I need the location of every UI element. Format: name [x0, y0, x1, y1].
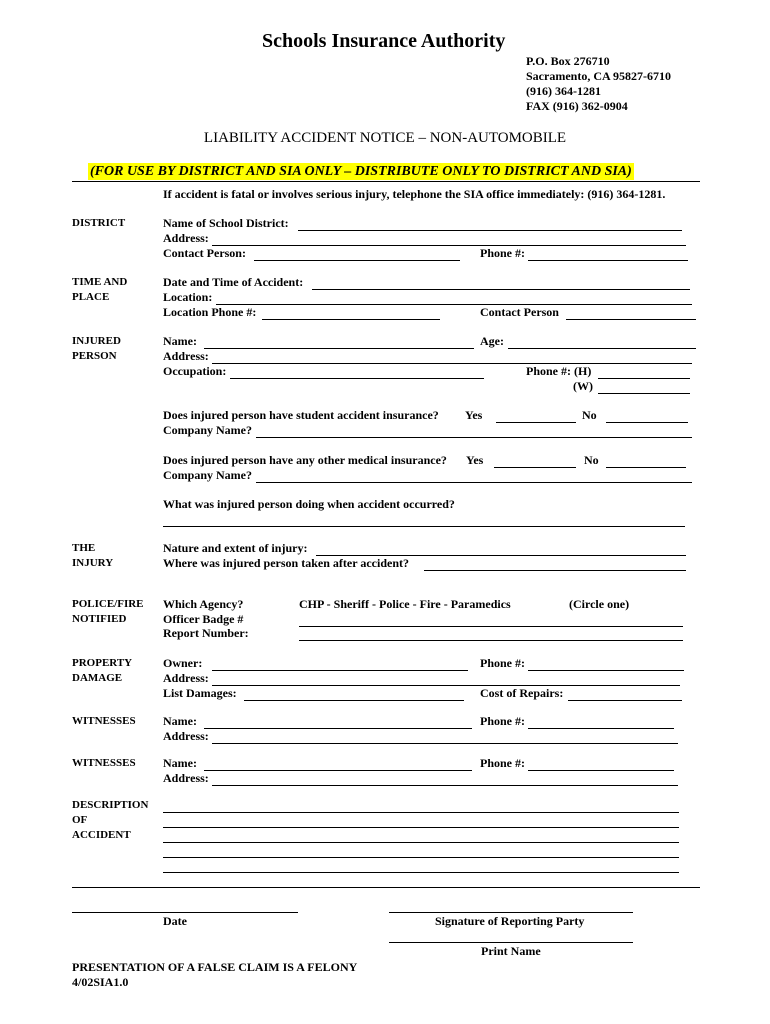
injured-phone-home-field[interactable]: [598, 364, 690, 379]
owner-phone-label: Phone #:: [480, 656, 525, 670]
section-label-time: TIME AND: [72, 276, 128, 288]
list-damages-label: List Damages:: [163, 686, 237, 700]
student-insurance-yes-label: Yes: [465, 408, 483, 422]
other-insurance-question: Does injured person have any other medical insurance?: [163, 453, 447, 467]
agency-label: Which Agency?: [163, 597, 244, 611]
section-label-the: THE: [72, 542, 96, 554]
footer-rule: [72, 887, 700, 888]
section-label-injured: INJURED: [72, 335, 121, 347]
school-district-field[interactable]: [298, 216, 682, 231]
address-line: P.O. Box 276710: [526, 54, 610, 68]
print-name-label: Print Name: [481, 944, 541, 958]
location-field[interactable]: [216, 290, 692, 305]
address-line: (916) 364-1281: [526, 84, 601, 98]
student-insurance-question: Does injured person have student accident insurance?: [163, 408, 439, 422]
injured-address-label: Address:: [163, 349, 209, 363]
injury-nature-field[interactable]: [316, 541, 686, 556]
section-label-description: DESCRIPTION: [72, 799, 149, 811]
other-insurance-yes-field[interactable]: [494, 453, 576, 468]
list-damages-field[interactable]: [244, 686, 464, 701]
report-number-label: Report Number:: [163, 626, 249, 640]
section-label-accident: ACCIDENT: [72, 829, 131, 841]
form-code: 4/02SIA1.0: [72, 975, 129, 989]
other-insurance-no-field[interactable]: [606, 453, 686, 468]
activity-question: What was injured person doing when accident occurred?: [163, 497, 455, 511]
owner-phone-field[interactable]: [528, 656, 684, 671]
witness-2-address-label: Address:: [163, 771, 209, 785]
section-label-place: PLACE: [72, 291, 110, 303]
section-label-injury: INJURY: [72, 557, 114, 569]
location-contact-label: Contact Person: [480, 305, 559, 319]
district-phone-field[interactable]: [528, 246, 688, 261]
student-insurance-no-field[interactable]: [606, 408, 688, 423]
signature-label: Signature of Reporting Party: [435, 914, 585, 928]
officer-badge-label: Officer Badge #: [163, 612, 244, 626]
other-insurance-no-label: No: [584, 453, 599, 467]
property-address-field[interactable]: [212, 671, 680, 686]
accident-datetime-label: Date and Time of Accident:: [163, 275, 304, 289]
org-title: Schools Insurance Authority: [262, 30, 506, 52]
injured-name-field[interactable]: [204, 334, 474, 349]
other-company-label: Company Name?: [163, 468, 252, 482]
witness-1-phone-field[interactable]: [528, 714, 674, 729]
agency-options[interactable]: CHP - Sheriff - Police - Fire - Paramedics: [299, 597, 511, 611]
repair-cost-field[interactable]: [568, 686, 682, 701]
accident-datetime-field[interactable]: [312, 275, 690, 290]
form-title: LIABILITY ACCIDENT NOTICE – NON-AUTOMOBILE: [203, 130, 567, 146]
student-insurance-yes-field[interactable]: [496, 408, 576, 423]
district-contact-field[interactable]: [254, 246, 460, 261]
section-label-police-fire: POLICE/FIRE: [72, 598, 144, 610]
district-address-label: Address:: [163, 231, 209, 245]
other-insurance-yes-label: Yes: [466, 453, 484, 467]
description-line[interactable]: [163, 843, 679, 858]
section-label-damage: DAMAGE: [72, 672, 123, 684]
witness-1-phone-label: Phone #:: [480, 714, 525, 728]
district-address-field[interactable]: [212, 231, 686, 246]
injured-occupation-label: Occupation:: [163, 364, 227, 378]
distribution-banner: (FOR USE BY DISTRICT AND SIA ONLY – DISTRIBUTE ONLY TO DISTRICT AND SIA): [90, 164, 632, 179]
date-label: Date: [163, 914, 187, 928]
taken-where-field[interactable]: [424, 556, 686, 571]
circle-one-note: (Circle one): [569, 597, 630, 611]
repair-cost-label: Cost of Repairs:: [480, 686, 564, 700]
injured-phone-work-label: (W): [573, 379, 593, 393]
location-label: Location:: [163, 290, 213, 304]
witness-2-name-field[interactable]: [204, 756, 472, 771]
print-name-field[interactable]: [389, 928, 633, 943]
section-label-witness-1: WITNESSES: [72, 715, 136, 727]
section-label-of: OF: [72, 814, 88, 826]
injured-age-label: Age:: [480, 334, 504, 348]
header-rule: [72, 181, 700, 182]
school-district-label: Name of School District:: [163, 216, 289, 230]
witness-2-address-field[interactable]: [212, 771, 678, 786]
signature-field[interactable]: [389, 898, 633, 913]
property-address-label: Address:: [163, 671, 209, 685]
taken-where-label: Where was injured person taken after accident?: [163, 556, 409, 570]
injury-nature-label: Nature and extent of injury:: [163, 541, 308, 555]
injured-name-label: Name:: [163, 334, 197, 348]
activity-field[interactable]: [163, 512, 685, 527]
witness-2-phone-label: Phone #:: [480, 756, 525, 770]
student-company-field[interactable]: [256, 423, 692, 438]
injured-occupation-field[interactable]: [230, 364, 484, 379]
address-line: FAX (916) 362-0904: [526, 99, 628, 113]
student-company-label: Company Name?: [163, 423, 252, 437]
student-insurance-no-label: No: [582, 408, 597, 422]
felony-notice: PRESENTATION OF A FALSE CLAIM IS A FELONY: [72, 960, 358, 974]
injured-address-field[interactable]: [212, 349, 692, 364]
description-line[interactable]: [163, 828, 679, 843]
section-label-district: DISTRICT: [72, 217, 126, 229]
report-number-field[interactable]: [299, 626, 683, 641]
injured-age-field[interactable]: [508, 334, 696, 349]
section-label-witness-2: WITNESSES: [72, 757, 136, 769]
location-contact-field[interactable]: [566, 305, 696, 320]
emergency-instruction: If accident is fatal or involves serious injury, telephone the SIA office immediately: (916) 364-1281.: [163, 187, 666, 201]
district-contact-label: Contact Person:: [163, 246, 246, 260]
witness-2-phone-field[interactable]: [528, 756, 674, 771]
witness-1-address-field[interactable]: [212, 729, 678, 744]
section-label-property: PROPERTY: [72, 657, 133, 669]
injured-phone-work-field[interactable]: [598, 379, 690, 394]
section-label-notified: NOTIFIED: [72, 613, 127, 625]
description-line[interactable]: [163, 798, 679, 813]
other-company-field[interactable]: [256, 468, 692, 483]
location-phone-field[interactable]: [262, 305, 440, 320]
witness-1-name-field[interactable]: [204, 714, 472, 729]
owner-field[interactable]: [212, 656, 468, 671]
date-field[interactable]: [72, 898, 298, 913]
org-address: [526, 54, 671, 114]
owner-label: Owner:: [163, 656, 203, 670]
address-line: Sacramento, CA 95827-6710: [526, 69, 671, 83]
witness-2-name-label: Name:: [163, 756, 197, 770]
injured-phone-home-label: Phone #: (H): [526, 364, 592, 378]
witness-1-name-label: Name:: [163, 714, 197, 728]
section-label-person: PERSON: [72, 350, 117, 362]
district-phone-label: Phone #:: [480, 246, 525, 260]
location-phone-label: Location Phone #:: [163, 305, 257, 319]
description-line[interactable]: [163, 858, 679, 873]
description-line[interactable]: [163, 813, 679, 828]
witness-1-address-label: Address:: [163, 729, 209, 743]
officer-badge-field[interactable]: [299, 612, 683, 627]
